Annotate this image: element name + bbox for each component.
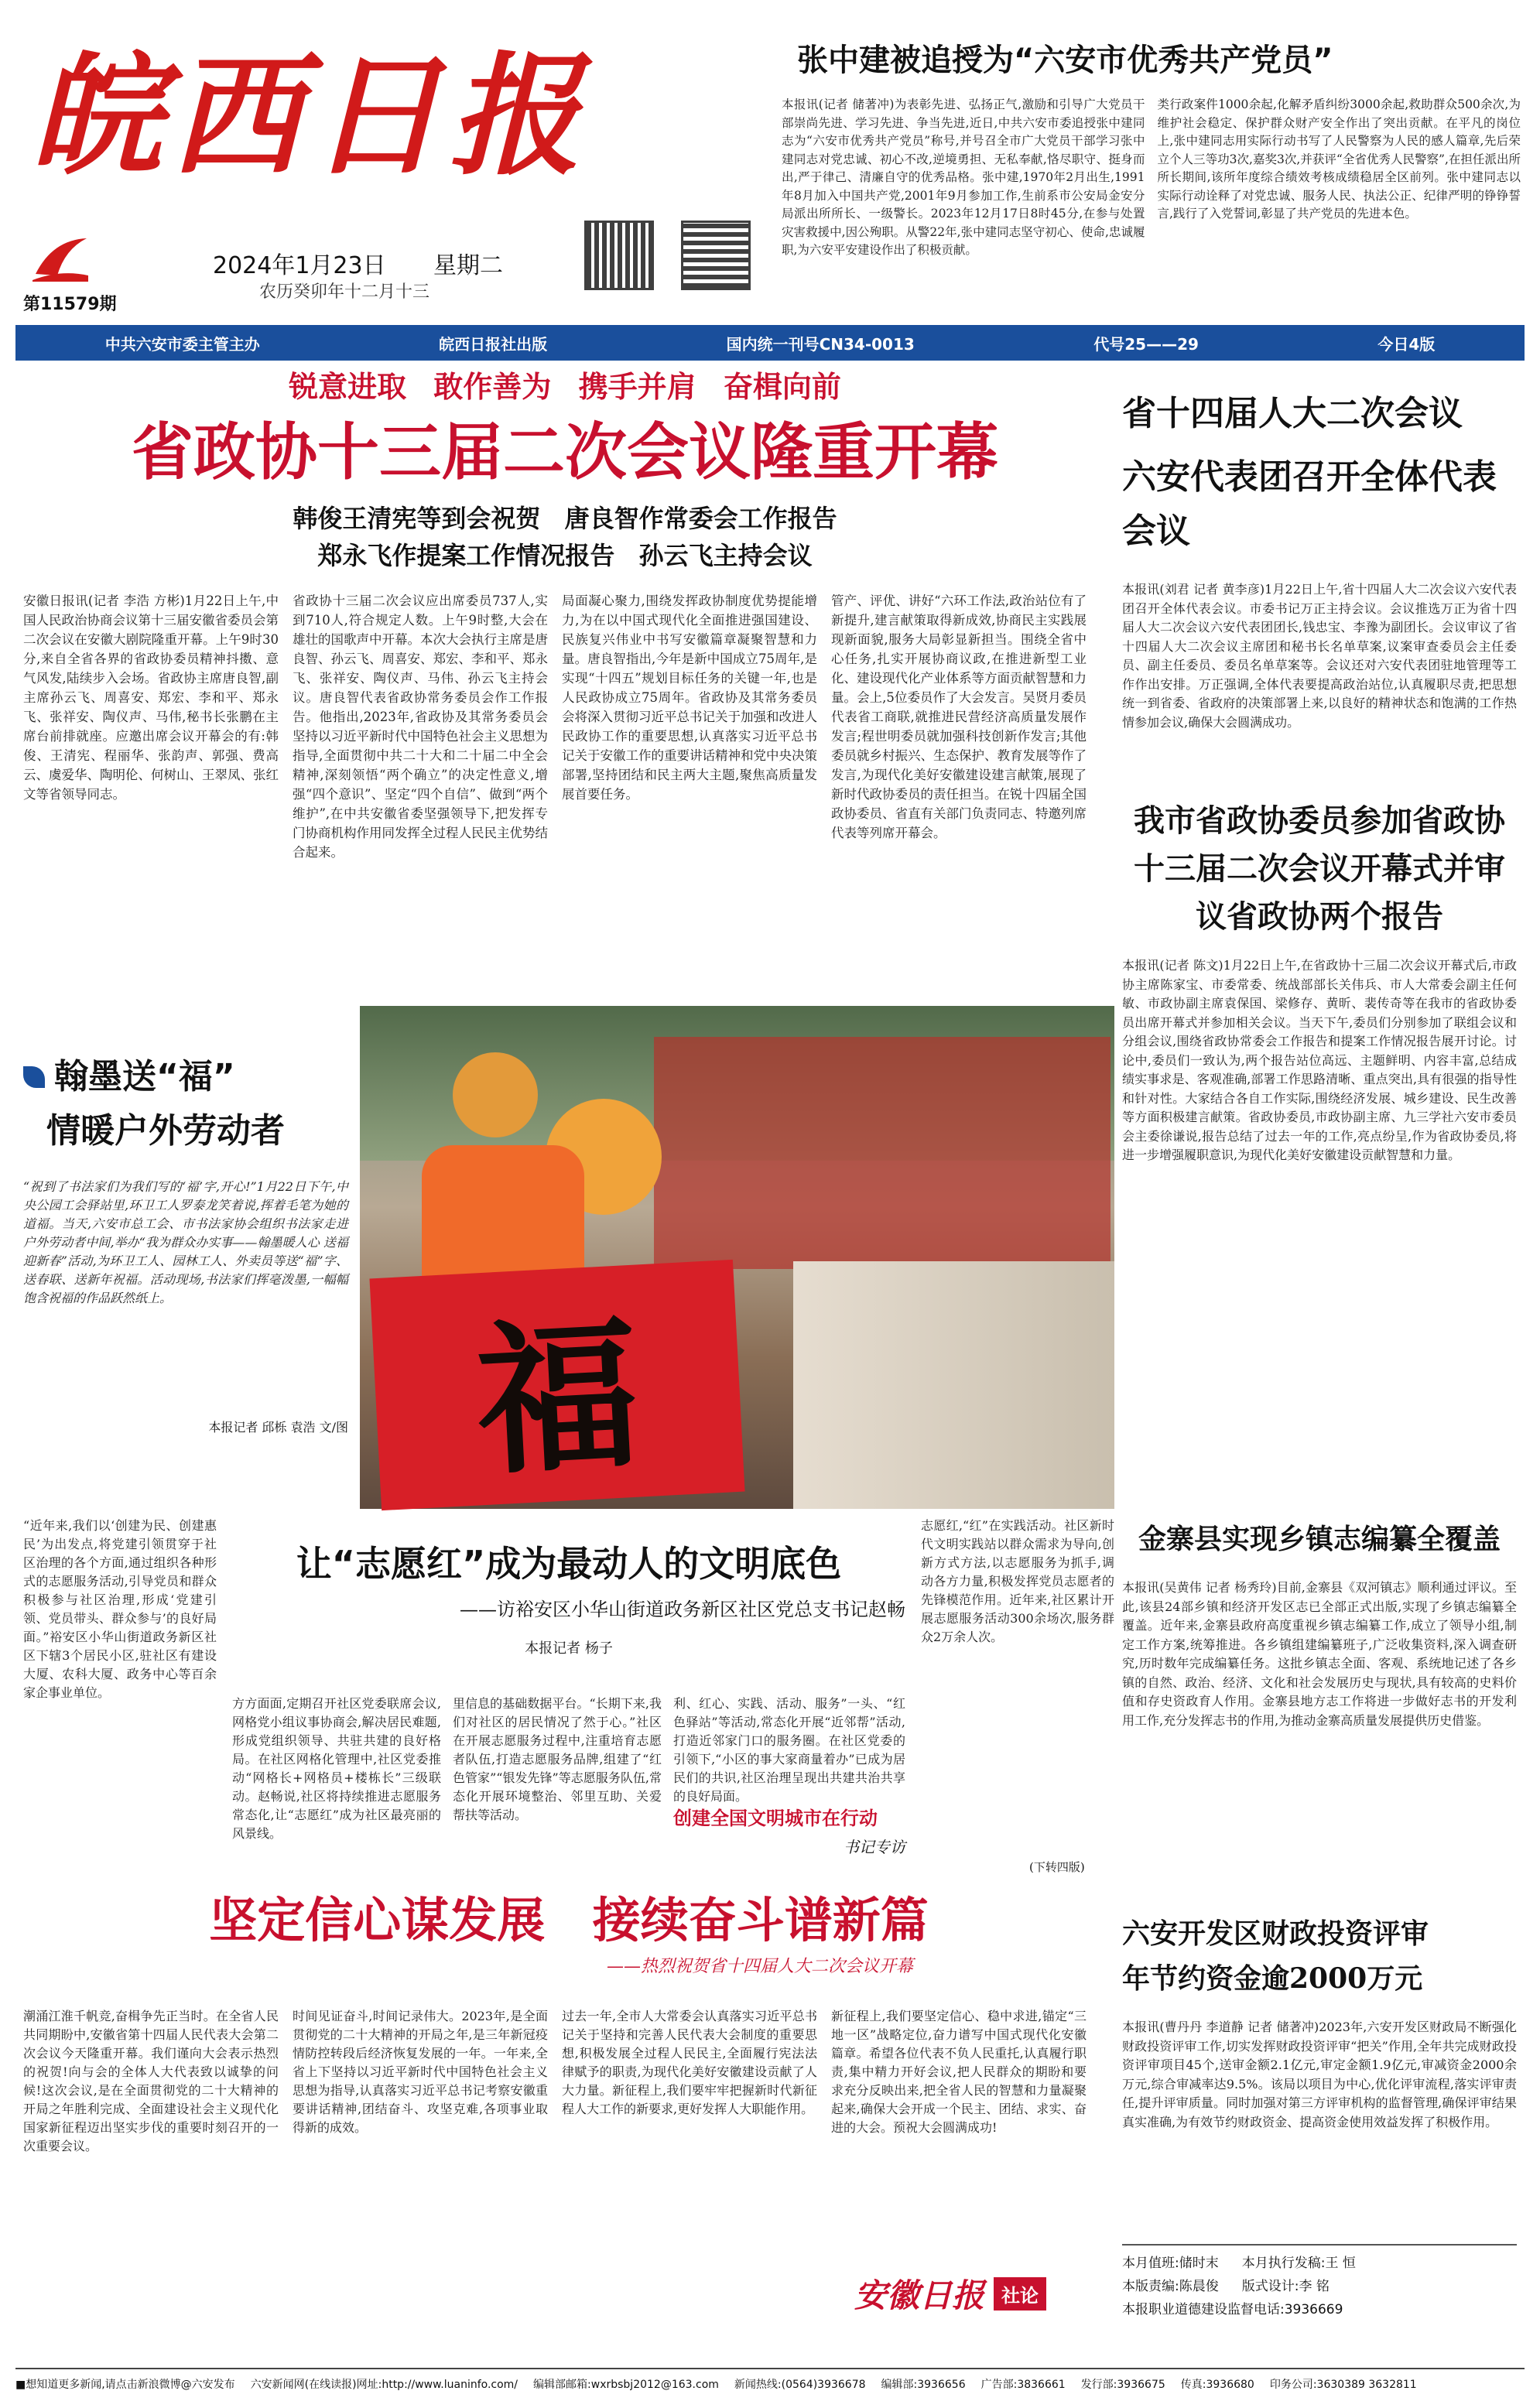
audit-headline-2: 年节约资金逾2000万元	[1122, 1962, 1423, 1995]
lunar-date: 农历癸卯年十二月十三	[259, 282, 430, 302]
editorial-headline: 坚定信心谋发展 接续奋斗谱新篇	[209, 1892, 929, 1948]
civilization-badge	[673, 1803, 905, 1873]
main-col-1: 安徽日报讯(记者 李浩 方彬)1月22日上午,中国人民政治协商会议第十三届安徽省委员会第二次会议在安徽大剧院隆重开幕。上午9时30分,来自全省各界的省政协委员精神抖擞、意气风发,陆续步入会场。省政协主席唐良智,副主席孙云飞、周喜安、郑宏、李和平、郑永飞、张祥安、陶仪声、马伟,秘书长张鹏在主席台前排就座。应邀出席会议开幕会的有:韩俊、王清宪、程丽华、张韵声、郭强、费高云、虞爱华、陶明伦、何树山、王翠凤、张红文等省领导同志。	[23, 593, 279, 802]
staff-label-editor: 本月执行发稿:	[1241, 2256, 1326, 2271]
footer-editorial: 编辑部:3936656	[881, 2379, 966, 2391]
main-kicker: 锐意进取 敢作善为 携手并肩 奋楫向前	[289, 369, 841, 404]
footer	[15, 2368, 1525, 2399]
npc-body: 本报讯(刘君 记者 黄李彦)1月22日上午,省十四届人大二次会议六安代表团召开全体代表会议。市委书记万正主持会议。会议推选万正为省十四届人大二次会议六安代表团团长,钱忠宝、李豫为副团长。会议审议了省十四届人大二次会议主席团和秘书长名单草案,议案审查委员会主任委员、副主任委员、委员名单草案等。会议还对六安代表团驻地管理等工作作出安排。万正强调,全体代表要提高政治站位,认真履职尽责,把思想统一到省委、省政府的决策部署上来,以良好的精神状态和饱满的工作热情参加会议,确保大会圆满成功。	[1122, 582, 1517, 730]
photo-feature	[23, 1006, 1114, 1509]
footer-email[interactable]: 编辑部邮箱:wxrbsbj2012@163.com	[533, 2379, 719, 2391]
banner-code: 代号25——29	[1093, 334, 1199, 354]
volunteer-col-0: “近年来,我们以‘创建为民、创建惠民’为出发点,将党建引领贯穿于社区治理的各个方面,通过组织各种形式的志愿服务活动,引导党员和群众积极参与社区治理,形成‘党建引领、党员带头、群众参与’的良好局面。”裕安区小华山街道政务新区社区下辖3个居民小区,驻社区有建设大厦、农科大厦、政务中心等百余家企事业单位。	[23, 1518, 217, 1700]
cppcc-body: 本报讯(记者 陈文)1月22日上午,在省政协十三届二次会议开幕式后,市政协主席陈家宝、市委常委、统战部部长关伟兵、市人大常委会副主任何敏、市政协副主席袁保国、梁修存、黄昕、裴传奇等在我市的省政协委员出席开幕式并参加相关会议。当天下午,委员们分别参加了联组会议和分组会议,围绕省政协常委会工作报告和提案工作情况报告展开讨论。讨论中,委员们一致认为,两个报告站位高远、主题鲜明、内容丰富,总结成绩实事求是、客观准确,部署工作思路清晰、重点突出,具有很强的指导性和针对性。大家结合各自工作实际,围绕经济发展、城乡建设、民生改善等方面积极建言献策。省政协委员,市政协副主席、九三学社六安市委员会主委徐谦说,报告总结了过去一年的工作,亮点纷呈,作为省政协委员,将进一步增强履职意识,为现代化美好安徽建设贡献智慧和力量。	[1122, 958, 1517, 1162]
jinzhai-body: 本报讯(吴黄伟 记者 杨秀玲)目前,金寨县《双河镇志》顺利通过评议。至此,该县24部乡镇和经济开发区志已全部正式出版,实现了乡镇志编纂全覆盖。近年来,金寨县政府高度重视乡镇志编纂工作,成立了领导小组,制定工作方案,统筹推进。各乡镇组建编纂班子,广泛收集资料,深入调查研究,历时数年完成编纂任务。这批乡镇志全面、客观、系统地记述了各乡镇的自然、政治、经济、文化和社会发展历史与现状,具有较高的史料价值和存史资政育人作用。金寨县地方志工作将进一步做好志书的开发利用工作,充分发挥志书的作用,为推动金寨高质量发展提供历史借鉴。	[1122, 1580, 1517, 1728]
main-headline: 省政协十三届二次会议隆重开幕	[132, 416, 998, 488]
staff-label-duty: 本月值班:	[1122, 2256, 1179, 2271]
staff-duty: 储时末	[1179, 2256, 1219, 2271]
staff-box	[1122, 2244, 1517, 2329]
staff-label-design: 版式设计:	[1241, 2279, 1299, 2294]
fu-poster	[369, 1260, 744, 1510]
volunteer-story	[23, 1517, 1114, 1880]
staff-hotline: 本报职业道德建设监督电话:3936669	[1122, 2302, 1343, 2317]
issue-number: 第11579期	[23, 295, 117, 314]
photo-caption: “祝到了书法家们为我们写的‘福’字,开心!”1月22日下午,中央公园工会驿站里,环卫工人罗泰龙笑着说,挥着毛笔为她的道福。当天,六安市总工会、市书法家协会组织书法家走进户外劳动者中间,举办“我为群众办实事——翰墨暖人心 送福迎新春”活动,为环卫工人、园林工人、外卖员等送“福”字、送春联、送新年祝福。活动现场,书法家们挥毫泼墨,一幅幅饱含祝福的作品跃然纸上。	[23, 1179, 348, 1305]
staff-page: 陈晨俊	[1179, 2279, 1219, 2294]
editorial-sig: 安徽日报	[854, 2276, 985, 2314]
jinzhai-story	[1122, 1517, 1517, 1903]
top-story	[782, 39, 1521, 325]
footer-weibo: ■想知道更多新闻,请点击新浪微博@六安发布	[15, 2379, 235, 2391]
footer-ads: 广告部:3836661	[980, 2379, 1066, 2391]
cppcc-story	[1122, 797, 1517, 1493]
editorial-sub: ——热烈祝贺省十四届人大二次会议开幕	[606, 1957, 913, 1976]
footer-hotline: 新闻热线:(0564)3936678	[734, 2379, 866, 2391]
editorial-col-1: 潮涌江淮千帆竞,奋楫争先正当时。在全省人民共同期盼中,安徽省第十四届人民代表大会第二次会议今天隆重开幕。我们谨向大会表示热烈的祝贺!向与会的全体人大代表致以诚挚的问候!这次会议,是在全面贯彻党的二十大精神的开局之年胜利完成、全面建设社会主义现代化国家新征程迈出坚实步伐的重要时刻召开的一次重要会议。	[23, 2009, 279, 2153]
npc-headline-2: 六安代表团召开全体代表会议	[1122, 457, 1497, 551]
qr-code-icon	[681, 221, 751, 290]
volunteer-headline: 让“志愿红”成为最动人的文明底色	[296, 1543, 842, 1585]
issue-date: 2024年1月23日	[213, 252, 386, 279]
issue-weekday: 星期二	[433, 252, 503, 279]
badge-sub: 书记专访	[844, 1838, 905, 1856]
masthead-title: 皖西日报	[31, 39, 589, 193]
top-story-body-left: 本报讯(记者 储著冲)为表彰先进、弘扬正气,激励和引导广大党员干部崇尚先进、学习先进、争当先进,近日,中共六安市委追授张中建同志为“六安市优秀共产党员”称号,并号召全市广大党员干部学习张中建同志对党忠诚、初心不改,逆境勇担、无私奉献,恪尽职守、挺身而出,严于律己、清廉自守的优秀品格。张中建,1970年2月出生,1991年8月加入中国共产党,2001年9月参加工作,生前系市公安局金安分局派出所所长、一级警长。2023年12月17日8时45分,在参与处置灾害救援中,因公殉职。从警22年,张中建同志坚守初心、使命,忠诚履职,为六安平安建设作出了积极贡献。	[782, 97, 1145, 257]
editorial-tag: 社论	[994, 2277, 1046, 2311]
main-story	[23, 364, 1107, 998]
footer-printing: 印务公司:3630389 3632811	[1269, 2379, 1417, 2391]
top-story-body-right: 类行政案件1000余起,化解矛盾纠纷3000余起,救助群众500余次,为维护社会稳定、保护群众财产安全作出了突出贡献。在平凡的岗位上,张中建同志用实际行动书写了人民警察为人民的感人篇章,先后荣立个人三等功3次,嘉奖3次,并获评“全省优秀人民警察”,在担任派出所所长期间,该所年度综合绩效考核成绩稳居全区前列。张中建同志以实际行动诠释了对党忠诚、服务人民、执法公正、纪律严明的铮铮誓言,践行了入党誓词,彰显了共产党员的先进本色。	[1157, 97, 1521, 221]
audit-body: 本报讯(曹丹丹 李道静 记者 储著冲)2023年,六安开发区财政局不断强化财政投资评审工作,切实发挥财政投资评审“把关”作用,全年共完成财政投资评审项目45个,送审金额2.1亿元,审定金额1.9亿元,审减资金2000余万元,综合审减率达9.5%。该局以项目为中心,优化评审流程,落实评审责任,提升评审质量。同时加强对第三方评审机构的监督管理,确保评审结果真实准确,为有效节约财政资金、提高资金使用效益发挥了积极作用。	[1122, 2020, 1517, 2129]
badge-title: 创建全国文明城市在行动	[673, 1808, 878, 1829]
fu-character: 福	[471, 1298, 645, 1498]
staff-label-page: 本版责编:	[1122, 2279, 1179, 2294]
volunteer-header	[232, 1540, 905, 1657]
newspaper-logo-icon	[29, 232, 91, 285]
banner-sponsor: 中共六安市委主管主办	[104, 334, 260, 354]
audit-story	[1122, 1911, 1517, 2345]
volunteer-byline: 本报记者 杨子	[525, 1640, 613, 1657]
footer-fax: 传真:3936680	[1180, 2379, 1254, 2391]
volunteer-sub: ——访裕安区小华山街道政务新区社区党总支书记赵畅	[460, 1599, 905, 1620]
main-sub2: 郑永飞作提案工作情况报告 孙云飞主持会议	[317, 541, 813, 570]
masthead	[31, 39, 774, 217]
leaf-icon	[23, 1066, 45, 1088]
photo-title-2: 情暖户外劳动者	[46, 1111, 285, 1151]
npc-headline-1: 省十四届人大二次会议	[1122, 394, 1463, 433]
qr-code-icon	[584, 221, 654, 290]
jinzhai-headline: 金寨县实现乡镇志编纂全覆盖	[1138, 1524, 1501, 1555]
photo-title-1: 翰墨送“福”	[54, 1057, 235, 1096]
continue-note: (下转四版)	[1029, 1860, 1085, 1874]
volunteer-col-1: 方方面面,定期召开社区党委联席会议,网格党小组议事协商会,解决居民难题,形成党组织领导、共驻共建的良好格局。在社区网格化管理中,社区党委推动“网格长+网格员+楼栋长”三级联动。赵畅说,社区将持续推进志愿服务常态化,让“志愿红”成为社区最亮丽的风景线。	[232, 1696, 441, 1841]
main-sub1: 韩俊王清宪等到会祝贺 唐良智作常委会工作报告	[293, 504, 837, 533]
footer-website[interactable]: 六安新闻网(在线读报)网址:http://www.luaninfo.com/	[250, 2379, 518, 2391]
news-photo	[360, 1006, 1114, 1509]
banner-cn: 国内统一刊号CN34-0013	[726, 334, 915, 354]
staff-editor: 王 恒	[1325, 2256, 1356, 2271]
banner-pages: 今日4版	[1377, 334, 1436, 354]
editorial-col-4: 新征程上,我们要坚定信心、稳中求进,锚定“三地一区”战略定位,奋力谱写中国式现代化安徽篇章。希望各位代表不负人民重托,认真履行职责,集中精力开好会议,把人民群众的期盼和要求充分反映出来,把全省人民的智慧和力量凝聚起来,确保大会开成一个民主、团结、求实、奋进的大会。预祝大会圆满成功!	[831, 2009, 1087, 2135]
cppcc-headline: 我市省政协委员参加省政协十三届二次会议开幕式并审议省政协两个报告	[1134, 802, 1505, 935]
footer-distribution: 发行部:3936675	[1080, 2379, 1165, 2391]
main-col-4: 管产、评优、讲好“六环工作法,政治站位有了新提升,建言献策取得新成效,协商民主实践展现新面貌,服务大局彰显新担当。围绕全省中心任务,扎实开展协商议政,在推进新型工业化、建设现代化产业体系等方面贡献智慧和力量。会上,5位委员作了大会发言。吴贤月委员代表省工商联,就推进民营经济高质量发展作发言;程世明委员就加强科技创新作发言;其他委员就乡村振兴、生态保护、教育发展等作了发言,为现代化美好安徽建设建言献策,展现了新时代政协委员的责任担当。在锐十四届全国政协委员、省直有关部门负责同志、特邀列席代表等列席开幕会。	[831, 593, 1087, 840]
editorial-signature	[854, 2270, 1046, 2317]
editorial	[23, 1888, 1114, 2352]
masthead-banner	[15, 325, 1525, 361]
photo-sidebar	[23, 1052, 348, 1462]
npc-story	[1122, 387, 1517, 782]
volunteer-col-4: 志愿红,“红”在实践活动。社区新时代文明实践站以群众需求为导向,创新方式方法,以志愿服务为抓手,调动各方力量,积极发挥党员志愿者的先锋模范作用。近年来,社区累计开展志愿服务活动300余场次,服务群众2万余人次。	[921, 1518, 1114, 1644]
volunteer-col-3: 利、红心、实践、活动、服务”一头、“红色驿站”等活动,常态化开展“近邻帮”活动,打造近邻家门口的服务圈。在社区党委的引领下,“小区的事大家商量着办”已成为居民们的共识,社区治理呈现出共建共治共享的良好局面。	[673, 1696, 905, 1804]
audit-headline-1: 六安开发区财政投资评审	[1122, 1917, 1429, 1950]
main-col-3: 局面凝心聚力,围绕发挥政协制度优势提能增力,为在以中国式现代化全面推进强国建设、民族复兴伟业中书写安徽篇章凝聚智慧和力量。唐良智指出,今年是新中国成立75周年,是实现“十四五”规划目标任务的关键一年,也是人民政协成立75周年。省政协及其常务委员会将深入贯彻习近平总书记关于加强和改进人民政协工作的重要思想,认真落实习近平总书记关于安徽工作的重要讲话精神和党中央决策部署,坚持团结和民主两大主题,聚焦高质量发展首要任务。	[562, 593, 817, 802]
main-col-2: 省政协十三届二次会议应出席委员737人,实到710人,符合规定人数。上午9时整,大会在雄壮的国歌声中开幕。本次大会执行主席是唐良智、孙云飞、周喜安、郑宏、李和平、郑永飞、张祥安、陶仪声、马伟、孙云飞主持会议。唐良智代表省政协常务委员会作工作报告。他指出,2023年,省政协及其常务委员会坚持以习近平新时代中国特色社会主义思想为指导,全面贯彻中共二十大和二十届二中全会精神,深刻领悟“两个确立”的决定性意义,增强“四个意识”、坚定“四个自信”、做到“两个维护”,在中共安徽省委坚强领导下,把发挥专门协商机构作用同发挥全过程人民民主优势结合起来。	[293, 593, 548, 860]
photo-credit: 本报记者 邱栎 袁浩 文/图	[208, 1420, 348, 1435]
volunteer-col-2: 里信息的基础数据平台。“长期下来,我们对社区的居民情况了然于心。”社区在开展志愿服务过程中,注重培育志愿者队伍,打造志愿服务品牌,组建了“红色管家”“银发先锋”等志愿服务队伍,常态化开展环境整治、邻里互助、关爱帮扶等活动。	[453, 1696, 662, 1822]
top-story-headline: 张中建被追授为“六安市优秀共产党员”	[797, 43, 1333, 78]
banner-publisher: 皖西日报社出版	[439, 334, 548, 354]
staff-design: 李 铭	[1299, 2279, 1330, 2294]
editorial-col-3: 过去一年,全市人大常委会认真落实习近平总书记关于坚持和完善人民代表大会制度的重要思想,积极发展全过程人民民主,全面履行宪法法律赋予的职责,为现代化美好安徽建设贡献了人大力量。新征程上,我们要牢牢把握新时代新征程人大工作的新要求,更好发挥人大职能作用。	[562, 2009, 817, 2116]
editorial-col-2: 时间见证奋斗,时间记录伟大。2023年,是全面贯彻党的二十大精神的开局之年,是三年新冠疫情防控转段后经济恢复发展的一年。一年来,全省上下坚持以习近平新时代中国特色社会主义思想为指导,认真落实习近平总书记考察安徽重要讲话精神,团结奋斗、攻坚克难,各项事业取得新的成效。	[293, 2009, 548, 2135]
